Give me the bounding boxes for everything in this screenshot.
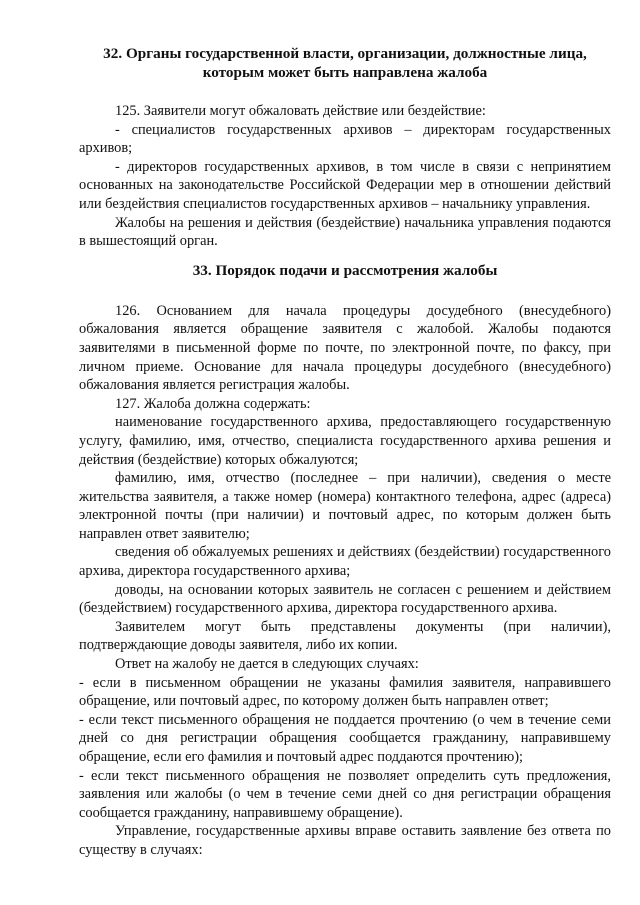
paragraph-126: 126. Основанием для начала процедуры досудебного (внесудебного) обжалования является обращение заявителя с жалобой. Жалобы подаются заявителями в письменной форме по почте, по электронной почте, по факсу, при личном приеме. Основание для начала процедуры досудебного (внесудебного) обжалования является регистрация жалобы. — [79, 302, 611, 394]
document-page — [79, 44, 611, 860]
paragraph-archive-directors: - директоров государственных архивов, в том числе в связи с непринятием основанных на законодательстве Российской Федерации мер в отношении действий или бездействия специалистов государственных архивов – начальнику управления. — [79, 158, 611, 212]
paragraph-complaints-higher-body: Жалобы на решения и действия (бездействие) начальника управления подаются в вышестоящий орган. — [79, 214, 611, 250]
section-33-heading: 33. Порядок подачи и рассмотрения жалобы — [192, 261, 498, 279]
paragraph-no-surname: - если в письменном обращении не указаны фамилия заявителя, направившего обращение, или почтовый адрес, по которому должен быть направлен ответ; — [79, 674, 611, 710]
paragraph-no-essence: - если текст письменного обращения не позволяет определить суть предложения, заявления или жалобы (о чем в течение семи дней со дня регистрации обращения сообщается гражданину, направившему обращение). — [79, 767, 611, 821]
paragraph-documents: Заявителем могут быть представлены документы (при наличии), подтверждающие доводы заявителя, либо их копии. — [79, 618, 611, 654]
paragraph-unreadable: - если текст письменного обращения не поддается прочтению (о чем в течение семи дней со дня регистрации обращения сообщается гражданину, направившему обращение, если его фамилия и почтовый адрес поддаются прочтению); — [79, 711, 611, 765]
paragraph-archive-specialists: - специалистов государственных архивов – директорам государственных архивов; — [79, 121, 611, 157]
paragraph-125: 125. Заявители могут обжаловать действие или бездействие: — [115, 103, 486, 119]
paragraph-applicant-details: фамилию, имя, отчество (последнее – при наличии), сведения о месте жительства заявителя, а также номер (номера) контактного телефона, адрес (адреса) электронной почты (при наличии) и почтовый адрес, по которым должен быть направлен ответ заявителю; — [79, 470, 611, 542]
paragraph-arguments: доводы, на основании которых заявитель не согласен с решением и действием (бездействием) государственного архива, директора государственного архива. — [79, 581, 611, 617]
paragraph-127: 127. Жалоба должна содержать: — [115, 395, 311, 412]
paragraph-no-answer-cases: Ответ на жалобу не дается в следующих случаях: — [115, 656, 419, 673]
paragraph-appealed-decisions: сведения об обжалуемых решениях и действиях (бездействии) государственного архива, директора государственного архива; — [79, 544, 611, 580]
section-32-heading: 32. Органы государственной власти, организации, должностные лица, которым может быть направлена жалоба — [103, 45, 587, 81]
paragraph-archive-name: наименование государственного архива, предоставляющего государственную услугу, фамилию, имя, отчество, специалиста государственного архива решения и действия (бездействие) которых обжалуются; — [79, 414, 611, 468]
paragraph-leave-without-answer: Управление, государственные архивы вправе оставить заявление без ответа по существу в случаях: — [79, 823, 611, 858]
